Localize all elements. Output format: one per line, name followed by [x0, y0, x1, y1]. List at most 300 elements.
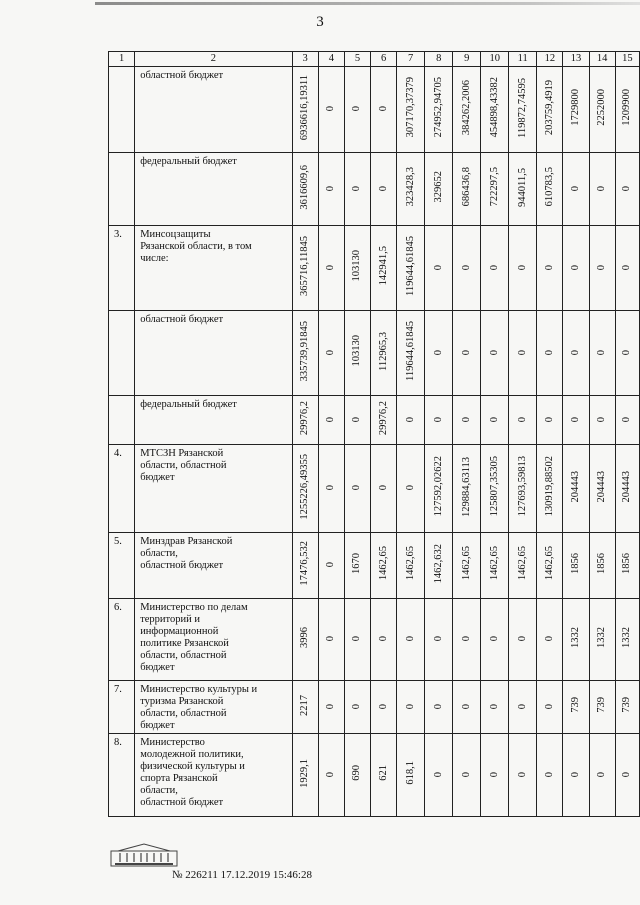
value-cell — [453, 445, 481, 533]
column-header: 14 — [589, 52, 615, 67]
cell-value: 323428,3 — [404, 167, 416, 207]
cell-value: 0 — [325, 264, 337, 270]
cell-value: 618,1 — [404, 761, 416, 785]
table-row — [109, 445, 640, 533]
cell-value: 125807,35305 — [488, 456, 500, 517]
row-label: Министерство культуры и туризма Рязанской области, областной бюджет — [135, 681, 292, 734]
cell-value: 0 — [351, 703, 363, 709]
cell-value: 0 — [621, 416, 633, 422]
value-cell — [397, 67, 425, 153]
value-cell — [371, 533, 397, 599]
cell-value: 0 — [377, 106, 389, 112]
cell-value: 0 — [325, 485, 337, 491]
cell-value: 0 — [621, 349, 633, 355]
cell-value: 0 — [377, 703, 389, 709]
cell-value: 0 — [543, 349, 555, 355]
cell-value: 0 — [621, 264, 633, 270]
cell-value: 0 — [325, 106, 337, 112]
row-label: федеральный бюджет — [135, 153, 292, 226]
value-cell — [563, 67, 589, 153]
value-cell — [397, 153, 425, 226]
row-label: федеральный бюджет — [135, 396, 292, 445]
value-cell — [563, 311, 589, 396]
value-cell — [425, 153, 453, 226]
value-cell — [537, 153, 563, 226]
value-cell — [371, 681, 397, 734]
cell-value: 0 — [460, 703, 472, 709]
column-header: 13 — [563, 52, 589, 67]
column-header: 7 — [397, 52, 425, 67]
cell-value: 0 — [516, 416, 528, 422]
row-number — [109, 396, 135, 445]
cell-value: 1255226,49355 — [299, 453, 311, 520]
cell-value: 0 — [325, 416, 337, 422]
cell-value: 130919,88502 — [543, 456, 555, 517]
value-cell — [397, 681, 425, 734]
value-cell — [481, 599, 509, 681]
value-cell — [589, 153, 615, 226]
value-cell — [453, 67, 481, 153]
value-cell — [615, 153, 639, 226]
cell-value: 0 — [351, 485, 363, 491]
value-cell — [397, 445, 425, 533]
value-cell — [481, 311, 509, 396]
value-cell — [318, 153, 344, 226]
cell-value: 0 — [543, 416, 555, 422]
cell-value: 0 — [488, 703, 500, 709]
cell-value: 0 — [488, 416, 500, 422]
table-row — [109, 67, 640, 153]
value-cell — [509, 226, 537, 311]
value-cell — [371, 67, 397, 153]
cell-value: 739 — [569, 697, 581, 713]
cell-value: 0 — [432, 416, 444, 422]
cell-value: 1856 — [621, 553, 633, 574]
value-cell — [509, 153, 537, 226]
cell-value: 722297,5 — [488, 167, 500, 207]
cell-value: 384262,2006 — [460, 79, 472, 136]
value-cell — [318, 67, 344, 153]
cell-value: 0 — [377, 185, 389, 191]
value-cell — [292, 599, 318, 681]
column-header: 9 — [453, 52, 481, 67]
cell-value: 0 — [621, 771, 633, 777]
cell-value: 1856 — [596, 553, 608, 574]
cell-value: 0 — [488, 264, 500, 270]
value-cell — [344, 396, 370, 445]
value-cell — [537, 396, 563, 445]
cell-value: 0 — [460, 771, 472, 777]
cell-value: 0 — [351, 185, 363, 191]
value-cell — [481, 226, 509, 311]
cell-value: 690 — [351, 765, 363, 781]
cell-value: 0 — [351, 106, 363, 112]
value-cell — [371, 445, 397, 533]
value-cell — [481, 533, 509, 599]
value-cell — [318, 681, 344, 734]
document-registration-number: № 226211 17.12.2019 15:46:28 — [172, 869, 312, 881]
column-header: 5 — [344, 52, 370, 67]
cell-value: 0 — [325, 636, 337, 642]
table-row — [109, 533, 640, 599]
cell-value: 1462,632 — [432, 543, 444, 584]
cell-value: 1670 — [351, 553, 363, 574]
cell-value: 0 — [516, 636, 528, 642]
value-cell — [509, 681, 537, 734]
value-cell — [397, 734, 425, 817]
value-cell — [481, 153, 509, 226]
value-cell — [481, 445, 509, 533]
row-label: МТСЗН Рязанской области, областной бюджет — [135, 445, 292, 533]
value-cell — [563, 533, 589, 599]
value-cell — [318, 734, 344, 817]
value-cell — [397, 533, 425, 599]
column-header: 1 — [109, 52, 135, 67]
cell-value: 739 — [596, 697, 608, 713]
cell-value: 129884,63113 — [460, 456, 472, 517]
cell-value: 0 — [325, 703, 337, 709]
cell-value: 1929,1 — [299, 758, 311, 788]
cell-value: 0 — [404, 636, 416, 642]
cell-value: 3616609,6 — [299, 164, 311, 210]
cell-value: 0 — [596, 416, 608, 422]
cell-value: 274952,94705 — [432, 77, 444, 138]
value-cell — [563, 226, 589, 311]
cell-value: 0 — [377, 485, 389, 491]
cell-value: 0 — [516, 703, 528, 709]
cell-value: 0 — [488, 771, 500, 777]
value-cell — [615, 734, 639, 817]
cell-value: 335739,91845 — [299, 320, 311, 382]
scan-top-edge — [95, 2, 640, 5]
cell-value: 0 — [569, 416, 581, 422]
cell-value: 3996 — [299, 627, 311, 648]
value-cell — [615, 533, 639, 599]
cell-value: 2217 — [299, 694, 311, 716]
cell-value: 0 — [325, 562, 337, 568]
value-cell — [453, 533, 481, 599]
cell-value: 1332 — [596, 627, 608, 648]
value-cell — [589, 311, 615, 396]
value-cell — [509, 599, 537, 681]
value-cell — [615, 67, 639, 153]
cell-value: 0 — [432, 703, 444, 709]
value-cell — [563, 445, 589, 533]
cell-value: 329652 — [432, 171, 444, 203]
cell-value: 1729800 — [569, 89, 581, 126]
value-cell — [481, 734, 509, 817]
value-cell — [589, 396, 615, 445]
row-label: Министерство по делам территорий и информационной политике Рязанской области, областной бюджет — [135, 599, 292, 681]
value-cell — [563, 153, 589, 226]
table-row — [109, 153, 640, 226]
value-cell — [589, 533, 615, 599]
cell-value: 621 — [377, 765, 389, 781]
value-cell — [453, 226, 481, 311]
cell-value: 119644,61845 — [404, 236, 416, 296]
table-row — [109, 599, 640, 681]
cell-value: 2252000 — [596, 89, 608, 126]
cell-value: 454898,43382 — [488, 77, 500, 138]
cell-value: 686436,8 — [460, 167, 472, 207]
row-number — [109, 153, 135, 226]
cell-value: 0 — [325, 185, 337, 191]
cell-value: 0 — [488, 349, 500, 355]
cell-value: 1462,65 — [377, 546, 389, 581]
row-label: областной бюджет — [135, 67, 292, 153]
cell-value: 142941,5 — [377, 246, 389, 286]
value-cell — [615, 396, 639, 445]
cell-value: 0 — [596, 771, 608, 777]
value-cell — [537, 226, 563, 311]
value-cell — [563, 734, 589, 817]
value-cell — [425, 396, 453, 445]
value-cell — [425, 445, 453, 533]
cell-value: 1332 — [569, 627, 581, 648]
cell-value: 127693,59813 — [516, 456, 528, 517]
value-cell — [537, 681, 563, 734]
value-cell — [481, 681, 509, 734]
value-cell — [425, 734, 453, 817]
value-cell — [615, 226, 639, 311]
cell-value: 0 — [351, 416, 363, 422]
value-cell — [397, 226, 425, 311]
value-cell — [344, 67, 370, 153]
value-cell — [509, 311, 537, 396]
cell-value: 29976,2 — [299, 400, 311, 436]
value-cell — [537, 67, 563, 153]
cell-value: 203759,4919 — [543, 79, 555, 136]
cell-value: 1462,65 — [460, 546, 472, 581]
value-cell — [509, 67, 537, 153]
column-header: 6 — [371, 52, 397, 67]
value-cell — [318, 533, 344, 599]
value-cell — [397, 311, 425, 396]
cell-value: 1209900 — [621, 89, 633, 126]
cell-value: 0 — [596, 349, 608, 355]
column-header: 15 — [615, 52, 639, 67]
value-cell — [344, 445, 370, 533]
cell-value: 0 — [351, 636, 363, 642]
column-header: 10 — [481, 52, 509, 67]
value-cell — [292, 533, 318, 599]
cell-value: 0 — [516, 771, 528, 777]
cell-value: 365716,11845 — [299, 236, 311, 296]
value-cell — [425, 226, 453, 311]
value-cell — [589, 734, 615, 817]
seal-stamp-icon — [110, 842, 178, 868]
cell-value: 0 — [543, 264, 555, 270]
cell-value: 0 — [543, 703, 555, 709]
value-cell — [397, 396, 425, 445]
cell-value: 0 — [569, 771, 581, 777]
cell-value: 307170,37379 — [404, 77, 416, 138]
cell-value: 0 — [404, 703, 416, 709]
row-label: Минздрав Рязанской области, областной бюджет — [135, 533, 292, 599]
value-cell — [371, 396, 397, 445]
cell-value: 1462,65 — [404, 546, 416, 581]
cell-value: 944011,5 — [516, 167, 528, 207]
value-cell — [453, 396, 481, 445]
row-number: 7. — [109, 681, 135, 734]
value-cell — [292, 226, 318, 311]
value-cell — [371, 226, 397, 311]
value-cell — [344, 226, 370, 311]
cell-value: 1332 — [621, 627, 633, 648]
cell-value: 204443 — [596, 470, 608, 503]
cell-value: 119644,61845 — [404, 321, 416, 381]
value-cell — [344, 153, 370, 226]
value-cell — [615, 445, 639, 533]
value-cell — [563, 396, 589, 445]
cell-value: 6936616,19311 — [299, 74, 311, 141]
cell-value: 103130 — [351, 250, 363, 282]
cell-value: 0 — [569, 185, 581, 191]
value-cell — [589, 226, 615, 311]
row-label: областной бюджет — [135, 311, 292, 396]
value-cell — [292, 396, 318, 445]
value-cell — [509, 533, 537, 599]
value-cell — [615, 681, 639, 734]
cell-value: 0 — [325, 349, 337, 355]
value-cell — [292, 153, 318, 226]
value-cell — [589, 445, 615, 533]
column-header: 3 — [292, 52, 318, 67]
cell-value: 0 — [516, 264, 528, 270]
cell-value: 0 — [325, 771, 337, 777]
cell-value: 1462,65 — [516, 546, 528, 581]
value-cell — [563, 681, 589, 734]
value-cell — [537, 734, 563, 817]
cell-value: 204443 — [569, 470, 581, 503]
cell-value: 119872,74595 — [516, 77, 528, 138]
cell-value: 1462,65 — [488, 546, 500, 581]
cell-value: 0 — [543, 636, 555, 642]
cell-value: 0 — [569, 264, 581, 270]
column-header: 8 — [425, 52, 453, 67]
cell-value: 0 — [404, 416, 416, 422]
cell-value: 0 — [377, 636, 389, 642]
row-number — [109, 67, 135, 153]
cell-value: 0 — [432, 771, 444, 777]
value-cell — [537, 311, 563, 396]
value-cell — [371, 599, 397, 681]
cell-value: 204443 — [621, 470, 633, 503]
cell-value: 0 — [596, 185, 608, 191]
value-cell — [344, 734, 370, 817]
value-cell — [615, 599, 639, 681]
cell-value: 112965,3 — [377, 331, 389, 371]
cell-value: 0 — [432, 264, 444, 270]
cell-value: 0 — [516, 349, 528, 355]
row-label: Министерство молодежной политики, физической культуры и спорта Рязанской области, областной бюджет — [135, 734, 292, 817]
value-cell — [589, 67, 615, 153]
row-label: Минсоцзащиты Рязанской области, в том числе: — [135, 226, 292, 311]
column-header: 4 — [318, 52, 344, 67]
header-row — [109, 52, 640, 67]
value-cell — [425, 533, 453, 599]
value-cell — [453, 681, 481, 734]
cell-value: 0 — [460, 636, 472, 642]
value-cell — [371, 311, 397, 396]
value-cell — [371, 734, 397, 817]
value-cell — [318, 311, 344, 396]
value-cell — [509, 396, 537, 445]
cell-value: 1856 — [569, 553, 581, 574]
value-cell — [371, 153, 397, 226]
value-cell — [481, 396, 509, 445]
budget-table — [108, 51, 640, 817]
value-cell — [509, 734, 537, 817]
table-row — [109, 396, 640, 445]
cell-value: 0 — [460, 264, 472, 270]
table-row — [109, 311, 640, 396]
value-cell — [537, 599, 563, 681]
value-cell — [292, 681, 318, 734]
value-cell — [425, 67, 453, 153]
value-cell — [453, 311, 481, 396]
cell-value: 17476,532 — [299, 541, 311, 586]
value-cell — [425, 599, 453, 681]
value-cell — [537, 445, 563, 533]
cell-value: 0 — [460, 349, 472, 355]
value-cell — [589, 599, 615, 681]
value-cell — [481, 67, 509, 153]
cell-value: 1462,65 — [543, 546, 555, 581]
value-cell — [509, 445, 537, 533]
cell-value: 0 — [596, 264, 608, 270]
row-number: 4. — [109, 445, 135, 533]
cell-value: 0 — [621, 185, 633, 191]
value-cell — [318, 445, 344, 533]
page-number: 3 — [316, 14, 324, 30]
value-cell — [397, 599, 425, 681]
cell-value: 739 — [621, 697, 633, 713]
value-cell — [615, 311, 639, 396]
cell-value: 127592,02622 — [432, 456, 444, 517]
value-cell — [292, 67, 318, 153]
value-cell — [344, 599, 370, 681]
table-row — [109, 734, 640, 817]
value-cell — [537, 533, 563, 599]
value-cell — [344, 681, 370, 734]
cell-value: 29976,2 — [377, 400, 389, 436]
cell-value: 0 — [432, 349, 444, 355]
value-cell — [344, 533, 370, 599]
row-number: 8. — [109, 734, 135, 817]
value-cell — [292, 311, 318, 396]
value-cell — [292, 734, 318, 817]
value-cell — [453, 153, 481, 226]
column-header: 2 — [135, 52, 292, 67]
value-cell — [292, 445, 318, 533]
table-row — [109, 226, 640, 311]
value-cell — [425, 311, 453, 396]
row-number — [109, 311, 135, 396]
value-cell — [563, 599, 589, 681]
column-header: 12 — [537, 52, 563, 67]
value-cell — [453, 599, 481, 681]
value-cell — [318, 599, 344, 681]
value-cell — [318, 396, 344, 445]
value-cell — [344, 311, 370, 396]
row-number: 3. — [109, 226, 135, 311]
cell-value: 0 — [460, 416, 472, 422]
cell-value: 103130 — [351, 335, 363, 367]
cell-value: 610783,5 — [543, 167, 555, 207]
table-row — [109, 681, 640, 734]
cell-value: 0 — [569, 349, 581, 355]
